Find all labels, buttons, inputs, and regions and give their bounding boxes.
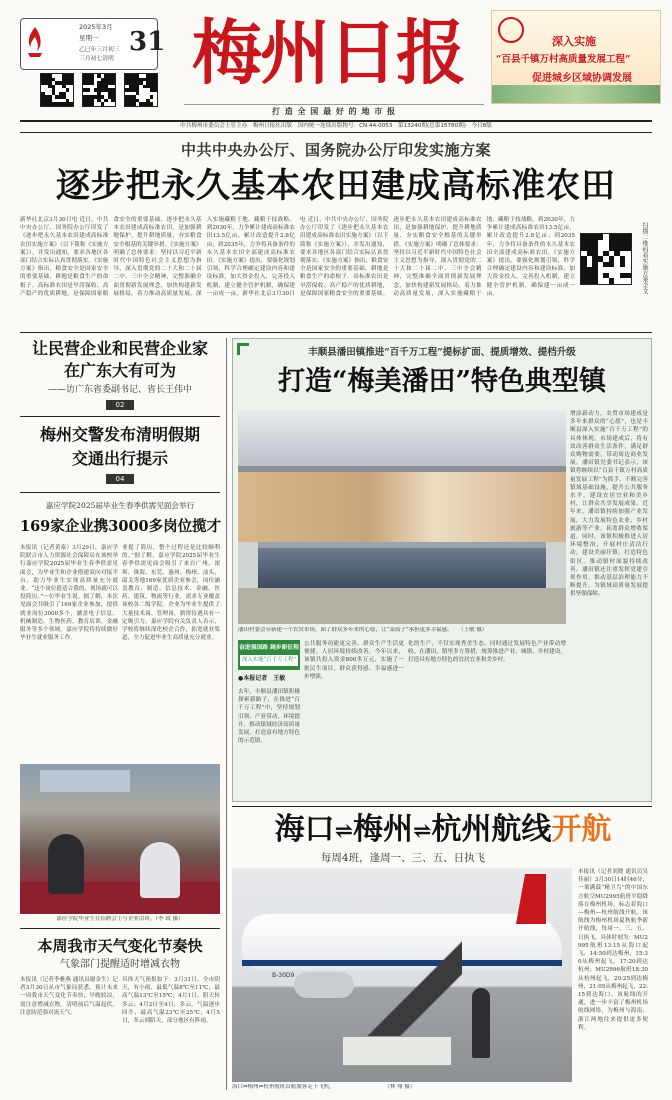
weather-body-b: 具体天气预报如下：3月31日，全市阴天，有小雨，最低气温8℃至11℃，最高气温13℃至15℃；4月1日，阴天转多云；4月2日至4日，多云，气温逐步回升，最高气温23℃至25℃；4月5日，多云到阴天，部分地区有阵雨。 bbox=[122, 977, 220, 1025]
flight-arrow-icon-2: ⇌ bbox=[413, 818, 432, 844]
qr-module bbox=[625, 273, 631, 279]
story1-page-ref: 02 bbox=[106, 400, 134, 410]
plane-tail-shape bbox=[516, 874, 546, 924]
masthead-info: 中共梅州市委员会主管主办 梅州日报社出版 国内统一连续出版物号：CN 44-0053 第13240期(总第15780期) 今日8版 bbox=[180, 123, 492, 129]
masthead-rule-bottom bbox=[20, 132, 652, 133]
feature-badge bbox=[238, 640, 300, 670]
flight-subhead: 每周4班，逢周一、三、五、日执飞 bbox=[320, 852, 486, 864]
day-number: 31 bbox=[129, 27, 166, 57]
qr-module bbox=[111, 99, 115, 103]
feature-right-col-body: 增添新动力。农贸市场建成是多年来群众的“心愿”，也是丰顺县深入实施“百千万工程”的具体体现。市场建成后，将有效改善群众生活条件，满足群众购物需要，带动周边商业发展。潘田镇党委书记表示，该镇将继续以“百县千镇万村高质量发展工程”为抓手，不断完善镇域基础设施，提升公共服务水平，建设宜居宜业和美乡村，让群众共享发展成果。近年来，潘田镇持续加强产业发展，大力发展特色农业、乡村旅游等产业，拓宽群众增收渠道。同时，该镇积极推进人居环境整治，开展村庄清洁行动，建设美丽圩镇，打造特色街区，推动镇村面貌持续改善。潘田镇还注重发挥党建引领作用，推动基层治理能力不断提升，为镇域高质量发展提供坚强保障。 bbox=[570, 411, 648, 598]
feature-col-3 bbox=[408, 640, 566, 796]
jobs-kicker: 嘉应学院2025届毕业生春季供需见面会举行 bbox=[45, 501, 195, 510]
photo-person-shape-2 bbox=[140, 842, 180, 898]
weather-body-a: 本报讯（记者李雅燕 通讯员谢金生）记者3月30日从市气象局获悉，预计未来一周我市天气变化节奏快，早晚较凉，需注意增减衣物。清明前后气温起伏，注意防范强对流天气。 bbox=[20, 977, 118, 1016]
lunar-line-2: 三月初七清明 bbox=[79, 56, 114, 62]
market-stall-shape bbox=[258, 542, 546, 588]
qr-module bbox=[598, 234, 604, 240]
feature-right-col bbox=[570, 410, 648, 796]
lead-bottom-rule bbox=[20, 332, 652, 333]
ad-emblem-icon bbox=[498, 17, 524, 43]
jobs-text-col-1 bbox=[20, 544, 118, 762]
flame-logo-icon bbox=[25, 25, 45, 59]
feature-col-2-body: 公共服务功能更完善，群众生产生活更便捷。人居环境持续改善，今年以来，该镇共投入资金800多万元，实施了一批民生项目，群众获得感、幸福感进一步增强。 bbox=[304, 641, 404, 680]
feature-col-1-body: 去年，丰顺县潘田镇积极探索新路子，在推进“百千万工程”中，坚持规划引领、产业带动、环境提升，推动镇域经济高质量发展，打造富有地方特色的示范镇。 bbox=[238, 689, 300, 745]
lead-qr-caption: 扫描二维码看实施方案全文 bbox=[641, 222, 648, 294]
date-year-month: 2025年3月 bbox=[79, 23, 113, 31]
masthead-slogan: 打 造 全 国 最 好 的 地 市 报 bbox=[271, 106, 397, 116]
story1-title-line-1: 让民营企业和民营企业家 bbox=[31, 339, 208, 358]
lunar-line-1: 乙巳年三月初三 bbox=[79, 47, 120, 53]
flight-headline-part-4: 开航 bbox=[551, 812, 612, 847]
qr-module bbox=[620, 262, 626, 268]
photo-person-shape bbox=[48, 834, 84, 894]
feature-col-2 bbox=[304, 640, 404, 796]
qr-module bbox=[132, 102, 136, 106]
ad-line-1: 深入实施 bbox=[552, 35, 596, 48]
qr-module bbox=[66, 88, 70, 92]
ad-line-3: 促进城乡区域协调发展 bbox=[532, 73, 632, 84]
qr-module bbox=[90, 81, 94, 85]
qr-code-1 bbox=[40, 73, 74, 107]
project-ad bbox=[491, 10, 661, 104]
weather-subtitle: 气象部门提醒适时增减衣物 bbox=[60, 959, 180, 970]
weekday: 星期一 bbox=[79, 34, 99, 42]
qr-module bbox=[101, 102, 105, 106]
feature-col-3-body: 化的生产，不仅实现秀美生态，同时通过发展特色产业带动增收。在潘田，镇里多方筹措，统筹推进产业、城镇、乡村建设，打造具有地方特色的宜居宜业和美乡村。 bbox=[408, 641, 566, 664]
qr-module bbox=[136, 92, 140, 96]
story2-page-ref: 04 bbox=[106, 474, 134, 484]
lead-text bbox=[20, 216, 575, 328]
qr-module bbox=[104, 99, 108, 103]
photo-banner-shape bbox=[40, 770, 130, 792]
flight-photo bbox=[232, 868, 572, 1082]
qr-code-3 bbox=[124, 73, 158, 107]
flight-headline-part-2: 梅州 bbox=[353, 812, 413, 847]
feature-bottom-rule bbox=[232, 806, 652, 807]
qr-module bbox=[150, 102, 154, 106]
left-rule-3 bbox=[20, 928, 220, 929]
weather-text-col-1 bbox=[20, 976, 118, 1092]
ad-fields-image bbox=[492, 85, 661, 104]
market-wall-shape bbox=[238, 472, 566, 542]
flight-caption: 海口⇌梅州⇌杭州航班首航旅客走下飞机。 （林 翔 摄） bbox=[232, 1084, 416, 1090]
lead-qr-code bbox=[580, 233, 632, 285]
left-rule-2 bbox=[20, 492, 220, 493]
story1-title-line-2: 在广东大有可为 bbox=[63, 361, 176, 380]
weather-text-col-2 bbox=[122, 976, 220, 1092]
market-floor-shape bbox=[238, 588, 566, 624]
market-caption: 潘田村委会旁新建一个农贸市场，面了群众多年来的心愿，让“菜篮子”承担更多幸福感。 （王敏 摄） bbox=[238, 627, 488, 633]
stairs-vehicle-shape bbox=[342, 1036, 452, 1066]
lead-headline: 逐步把永久基本农田建成高标准农田 bbox=[56, 166, 616, 206]
story2-title-line-1: 梅州交警发布清明假期 bbox=[39, 425, 200, 444]
passenger-shape bbox=[472, 988, 490, 1058]
job-fair-photo bbox=[20, 764, 220, 914]
qr-module bbox=[625, 245, 631, 251]
feature-headline: 打造“梅美潘田”特色典型镇 bbox=[277, 366, 607, 397]
vertical-divider bbox=[226, 338, 227, 1090]
flight-headline-part-3: 杭州航线 bbox=[431, 812, 552, 847]
lead-body-cont: 新华社北京3月30日电 近日，中共中央办公厅、国务院办公厅印发了《逐步把永久基本农田建成高标准农田实施方案》（以下简称《实施方案》），并发出通知，要求各地区各部门结合实际认真贯彻落实。《实施方案》指出，粮食安全是国家安全的重要基础，耕地是粮食生产的命根子。高标准农田是旱涝保收、高产稳产的优质耕地，是保障国家粮食安全的重要基础。逐步把永久基本农田建成高标准农田，是加强耕地保护、提升耕地质量、夯实粮食安全根基的关键举措。《实施方案》明确了总体要求：坚持以习近平新时代中国特色社会主义思想为指导，深入贯彻党的二十大和二十届二中、三中全会精神，完整准确全面贯彻新发展理念，加快构建新发展格局，着力推动高质量发展，深入实施藏粮于地、藏粮于技战略。到2030年，力争累计建成高标准农田13.5亿亩，累计改造提升2.8亿亩；到2035年，力争将具备条件的永久基本农田全部建成高标准农田。《实施方案》提出，要强化规划引领，科学合理确定建设内容和建设标准，加大资金投入，完善投入机制，建立健全管护机制，确保建一亩成一亩。 bbox=[242, 217, 575, 297]
qr-module bbox=[111, 81, 115, 85]
qr-module bbox=[90, 102, 94, 106]
jobs-body-b: 业提了简历，整个过程还是比较顺利的。”据了解，嘉应学院2025届毕业生春季供需见面会吸引了来自广州、深圳、珠海、东莞、惠州、梅州、汕头、韶关等地169家优质企业参会，岗位涵盖教育、制造、信息技术、金融、医药、建筑、物流等行业，需求专业覆盖该校各二级学院。企业为毕业生提供了大量技术岗、管理岗，薪资待遇具有一定吸引力。嘉应学院有关负责人表示，学校将继续深化校企合作，拓宽就业渠道，全力促进毕业生高质量充分就业。 bbox=[122, 545, 220, 642]
date-box bbox=[20, 18, 166, 70]
story1-subtitle: ——访广东省委副书记、省长王伟中 bbox=[47, 385, 192, 395]
qr-module bbox=[69, 102, 73, 106]
feature-kicker: 丰顺县潘田镇推进“百千万工程”提标扩面、提质增效、提档升级 bbox=[308, 347, 576, 358]
plane-engine-shape bbox=[294, 972, 354, 998]
lead-kicker: 中共中央办公厅、国务院办公厅印发实施方案 bbox=[180, 141, 491, 159]
market-photo bbox=[238, 410, 566, 624]
qr-code-2 bbox=[82, 73, 116, 107]
jobs-text-col-2 bbox=[122, 544, 220, 762]
qr-module bbox=[69, 81, 73, 85]
flight-headline-part-1: 海口 bbox=[274, 812, 335, 847]
left-rule-1 bbox=[20, 416, 220, 417]
flight-headline bbox=[238, 808, 648, 853]
weather-title: 本周我市天气变化节奏快 bbox=[37, 937, 203, 955]
qr-module bbox=[592, 278, 598, 284]
lead-body: 新华社北京3月30日电 近日，中共中央办公厅、国务院办公厅印发了《逐步把永久基本农田建成高标准农田实施方案》（以下简称《实施方案》），并发出通知，要求各地区各部门结合实际认真贯彻落实。《实施方案》指出，粮食安全是国家安全的重要基础，耕地是粮食生产的命根子。高标准农田是旱涝保收、高产稳产的优质耕地，是保障国家粮食安全的重要基础。逐步把永久基本农田建成高标准农田，是加强耕地保护、提升耕地质量、夯实粮食安全根基的关键举措。《实施方案》明确了总体要求：坚持以习近平新时代中国特色社会主义思想为指导，深入贯彻党的二十大和二十届二中、三中全会精神，完整准确全面贯彻新发展理念，加快构建新发展格局，着力推动高质量发展，深入实施藏粮于地、藏粮于技战略。到2030年，力争累计建成高标准农田13.5亿亩，累计改造提升2.8亿亩；到2035年，力争将具备条件的永久基本农田全部建成高标准农田。《实施方案》提出，要强化规划引领，科学合理确定建设内容和建设标准，加大资金投入，完善投入机制，建立健全管护机制，确保建一亩成一亩。 bbox=[20, 217, 295, 297]
qr-module bbox=[153, 88, 157, 92]
badge-line-2: 深入实施“百千万工程” bbox=[240, 655, 298, 666]
qr-module bbox=[609, 278, 615, 284]
jobs-body-a: 本报讯（记者黄泰）3月29日，嘉应学院联合市人力资源社会保障局在该校举行嘉应学院2025届毕业生春季供需见面会，为毕业生和企业搭建双向对接平台，助力毕业生实现高质量充分就业。“这个岗位挺适合我的，现场就可以投简历。”一位毕业生说。据了解，本次见面会共吸引了169家企业参加，提供就业岗位3000多个，涵盖电子信息、机械制造、生物医药、教育培训、金融服务等多个领域。嘉应学院将持续做好毕业生就业服务工作。 bbox=[20, 545, 118, 642]
ad-line-2: “百县千镇万村高质量发展工程” bbox=[496, 54, 631, 65]
plane-registration: B-30D9 bbox=[272, 972, 295, 979]
market-roof-shape bbox=[238, 410, 566, 470]
story2-title-line-2: 交通出行提示 bbox=[71, 449, 168, 468]
feature-byline: ●本报记者 王敏 bbox=[238, 675, 286, 682]
flight-body: 本报讯（记者刘晓 通讯员吴佳丽）3月30日14时46分，一架满载“精卫鸟”的中国东方航空MU2995航班平稳降落在梅州机场，标志着海口—梅州—杭州航线开航。该航线为梅州机场夏秋航季新开航线，每周一、三、五、日执飞。具体时刻为：MU2995航班13:15从海口起飞，14:50到达梅州，15:30从梅州起飞，17:20到达杭州；MU2996航班18:30从杭州起飞，20:25到达梅州，21:05从梅州起飞，22:15到达海口。该航线的开通，进一步丰富了梅州机场航线网络，为梅州与海南、浙江两地往来提供更多便利。 bbox=[578, 869, 648, 1031]
jobs-headline: 169家企业携3000多岗位揽才 bbox=[20, 518, 222, 535]
feature-col-1 bbox=[238, 688, 300, 796]
qr-module bbox=[87, 88, 91, 92]
qr-module bbox=[150, 95, 154, 99]
badge-line-1: 奋进强国路 阔步新征程 bbox=[239, 645, 299, 651]
flight-text bbox=[578, 868, 648, 1086]
masthead-title: 梅州日报 bbox=[192, 11, 464, 94]
flight-arrow-icon: ⇌ bbox=[334, 818, 353, 844]
qr-module bbox=[609, 262, 615, 268]
job-fair-caption: 嘉应学院毕业生在招聘会上与企业洽谈。（李 政 摄） bbox=[56, 916, 184, 922]
